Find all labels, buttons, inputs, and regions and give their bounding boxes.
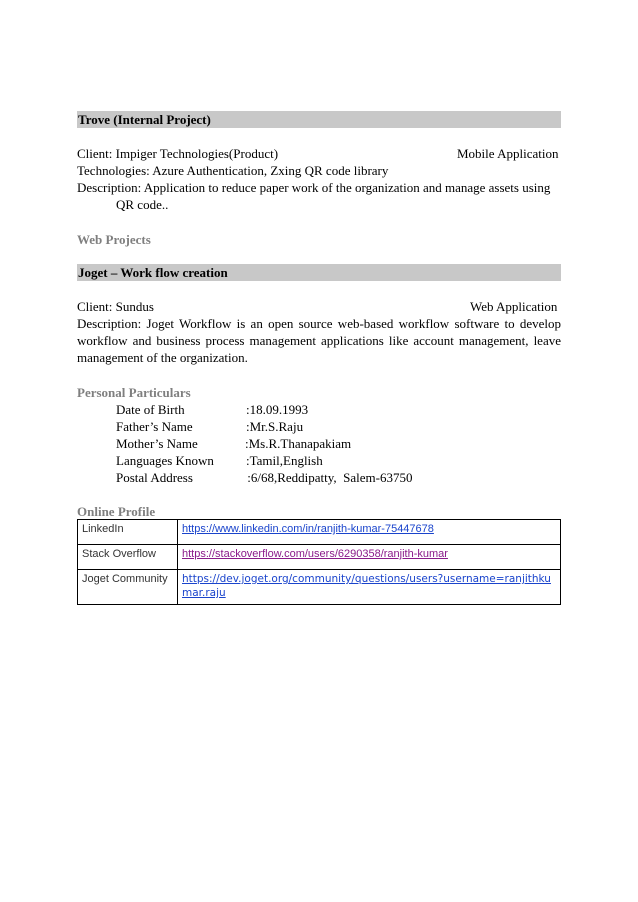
section-heading-personal: Personal Particulars <box>77 385 191 400</box>
personal-label: Postal Address <box>116 470 193 485</box>
personal-value: :18.09.1993 <box>246 402 309 417</box>
project-client: Client: Sundus <box>77 299 154 314</box>
section-heading-online-profile: Online Profile <box>77 504 156 519</box>
project-type: Mobile Application <box>457 146 559 161</box>
linkedin-link[interactable]: https://www.linkedin.com/in/ranjith-kumar-75447678 <box>182 523 434 535</box>
project-description: Description: Application to reduce paper work of the organization and manage assets using <box>77 180 551 195</box>
online-profile-table <box>77 519 561 605</box>
personal-label: Mother’s Name <box>116 436 198 451</box>
project-description: Description: Joget Workflow is an open source web-based workflow software to develop workflow and business process management applications like account management, leave management of the organization. <box>77 316 561 365</box>
personal-value: :Tamil,English <box>246 453 323 468</box>
stackoverflow-link[interactable]: https://stackoverflow.com/users/6290358/ranjith-kumar <box>182 548 448 560</box>
project-client: Client: Impiger Technologies(Product) <box>77 146 279 161</box>
profile-label: Joget Community <box>78 570 178 605</box>
project-title: Trove (Internal Project) <box>78 112 211 127</box>
personal-value: :Ms.R.Thanapakiam <box>245 436 352 451</box>
section-heading-web-projects: Web Projects <box>77 232 151 247</box>
project-title-bar <box>77 111 561 128</box>
project-type: Web Application <box>470 299 558 314</box>
personal-label: Date of Birth <box>116 402 185 417</box>
project-description-cont: QR code.. <box>116 197 169 212</box>
joget-community-link[interactable]: https://dev.joget.org/community/questions/users?username=ranjithkumar.raju <box>182 573 551 599</box>
profile-label: LinkedIn <box>78 520 178 545</box>
profile-link-cell <box>178 520 561 545</box>
project-title: Joget – Work flow creation <box>78 265 228 280</box>
project-technologies: Technologies: Azure Authentication, Zxing QR code library <box>77 163 389 178</box>
personal-value: :6/68,Reddipatty, Salem-63750 <box>244 470 413 485</box>
profile-link-cell <box>178 570 561 605</box>
profile-label: Stack Overflow <box>78 545 178 570</box>
table-row <box>78 520 561 545</box>
personal-value: :Mr.S.Raju <box>246 419 304 434</box>
table-row <box>78 545 561 570</box>
profile-link-cell <box>178 545 561 570</box>
project-title-bar <box>77 264 561 281</box>
personal-label: Languages Known <box>116 453 214 468</box>
table-row <box>78 570 561 605</box>
personal-label: Father’s Name <box>116 419 193 434</box>
